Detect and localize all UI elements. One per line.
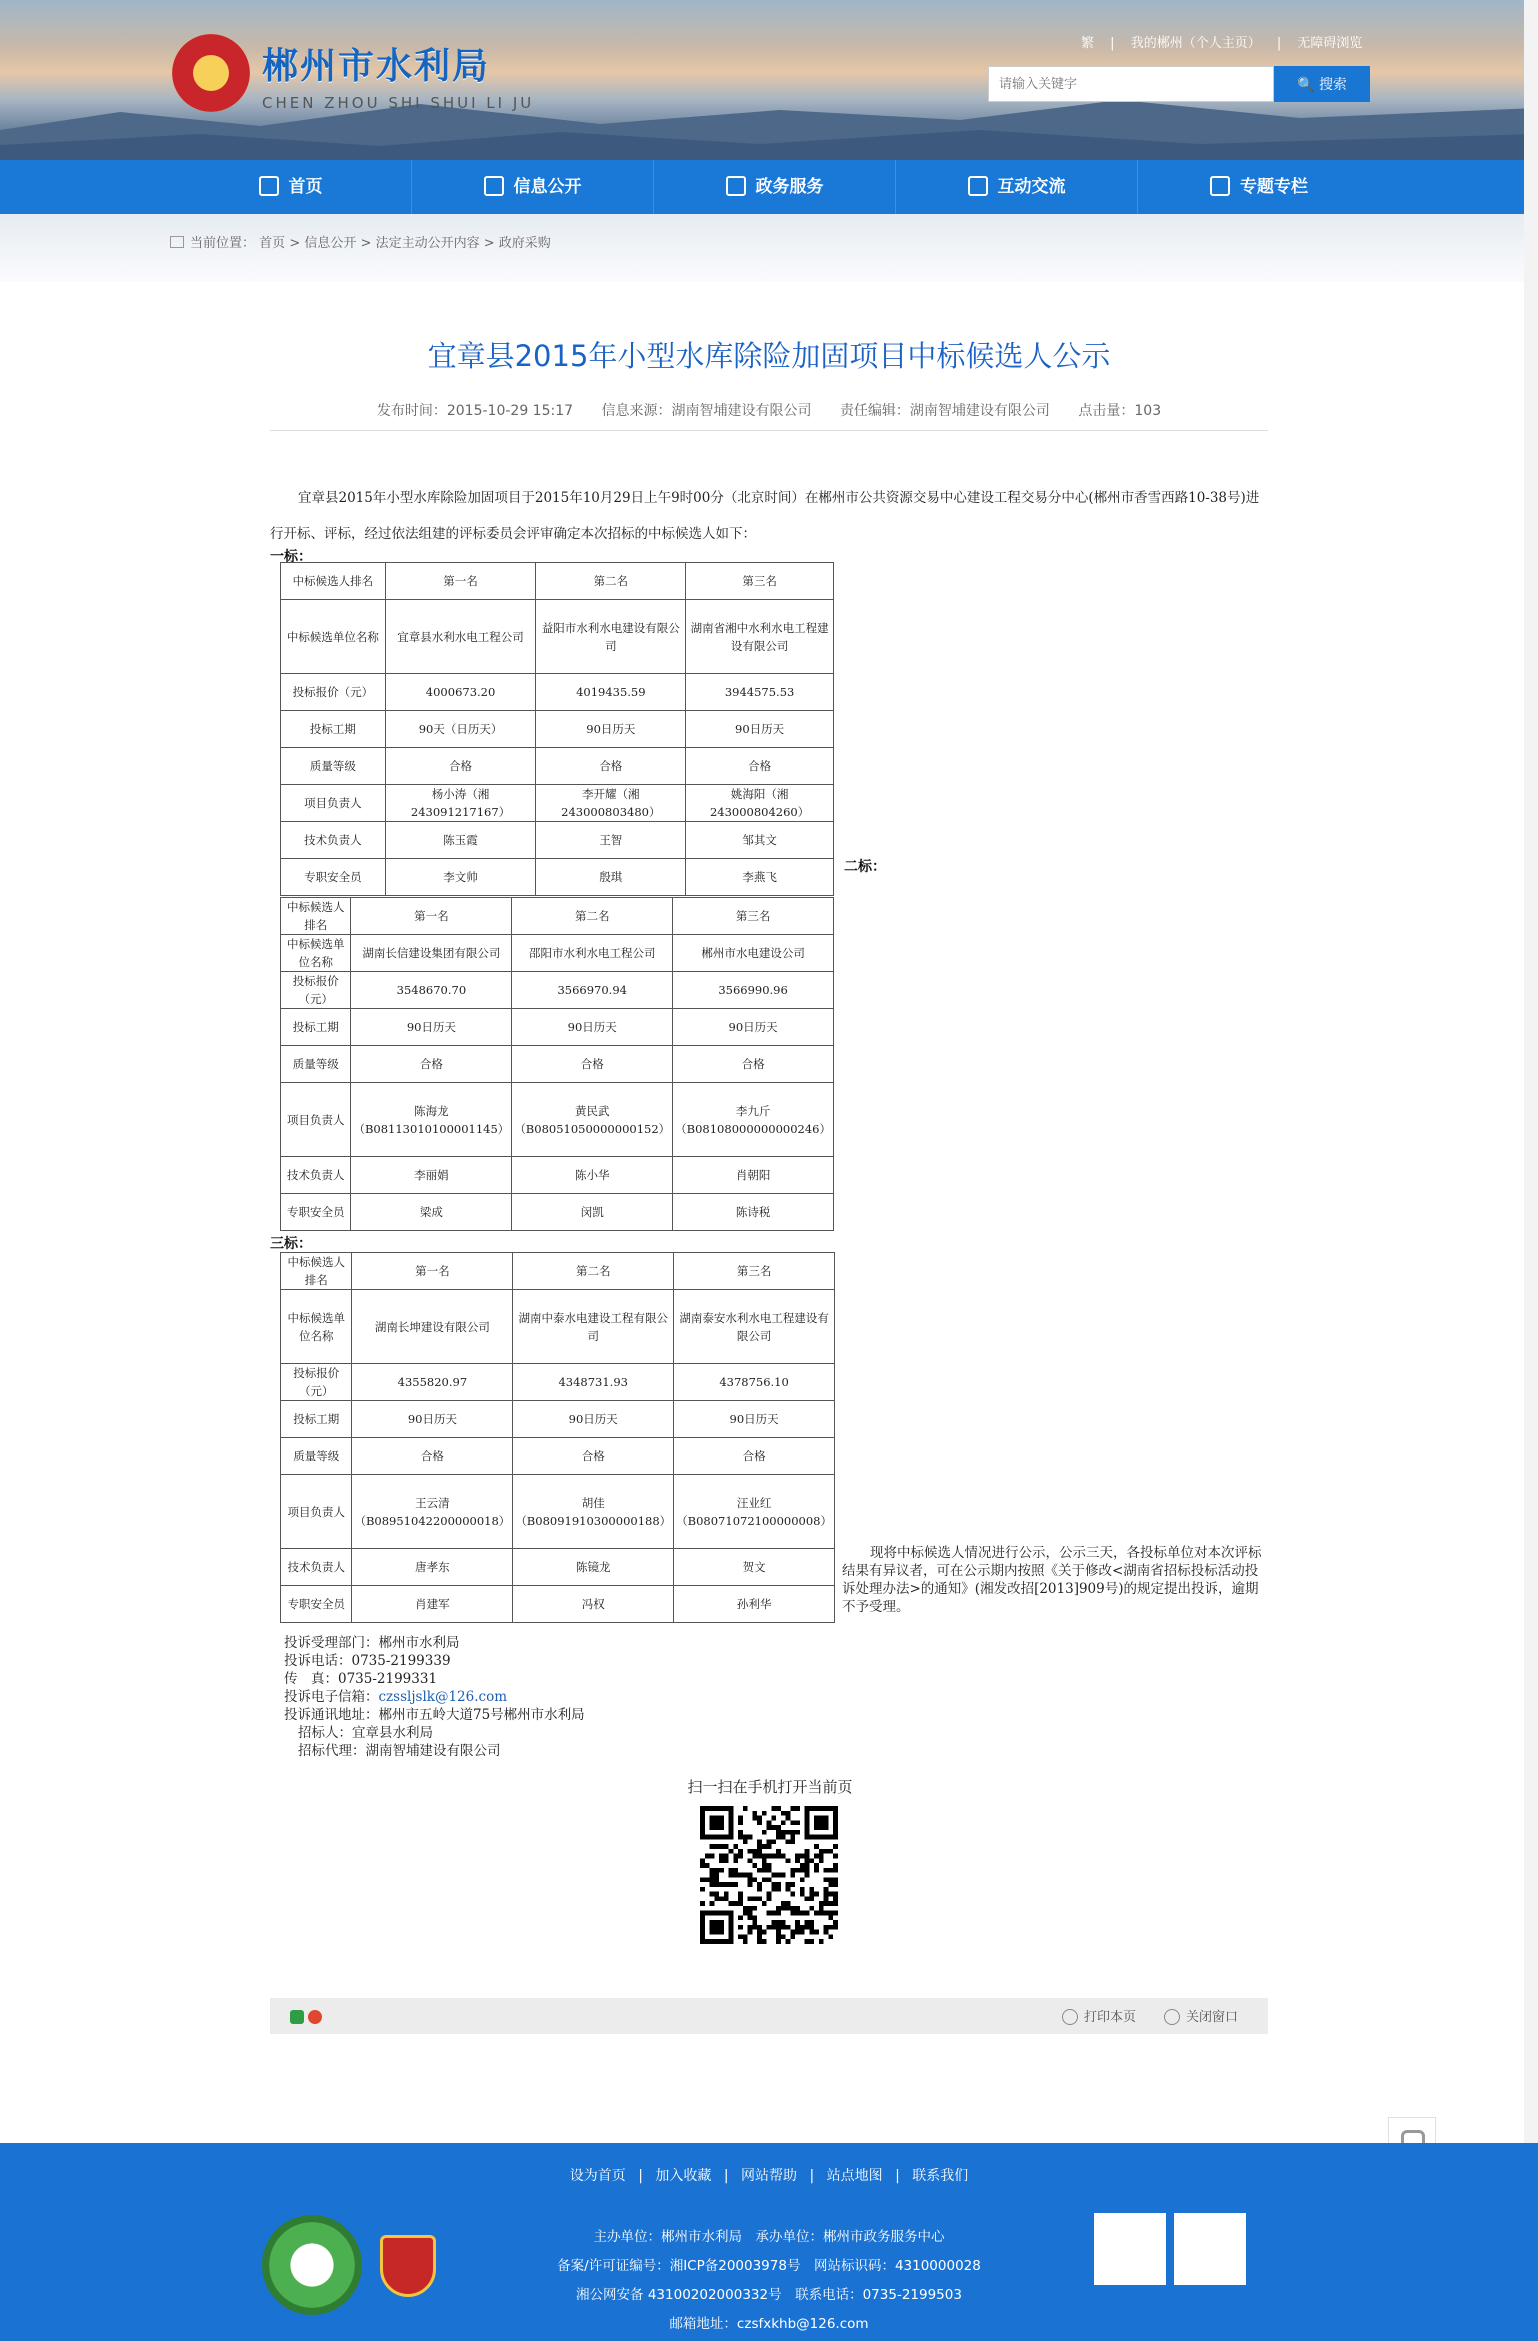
separator: | — [809, 2168, 815, 2184]
publish-time: 发布时间：2015-10-29 15:17 — [376, 403, 574, 419]
set-homepage-link[interactable]: 设为首页 — [569, 2168, 626, 2184]
table-cell: 投标报价（元） — [281, 972, 351, 1009]
nav-info-public[interactable] — [412, 160, 654, 214]
table-cell: 李丽娟 — [351, 1157, 512, 1194]
table-cell: 项目负责人 — [281, 1475, 352, 1549]
table-row — [281, 1438, 835, 1475]
table-cell: 合格 — [686, 748, 834, 785]
search-box — [988, 66, 1370, 102]
table-cell: 专职安全员 — [281, 859, 386, 896]
nav-gov-service[interactable] — [654, 160, 896, 214]
separator: | — [1110, 36, 1115, 51]
table-cell: 王智 — [536, 822, 686, 859]
article-meta — [270, 400, 1268, 420]
table-cell: 4348731.93 — [513, 1364, 674, 1401]
table-cell: 陈玉霞 — [385, 822, 536, 859]
table-cell: 合格 — [536, 748, 686, 785]
table-cell: 湖南长信建设集团有限公司 — [351, 935, 512, 972]
home-icon — [170, 236, 184, 248]
click-count: 点击量：103 — [1078, 403, 1162, 419]
table-cell: 第二名 — [513, 1253, 674, 1290]
table-cell: 邵阳市水利水电工程公司 — [512, 935, 673, 972]
info-source: 信息来源：湖南智埔建设有限公司 — [601, 403, 812, 419]
table-cell: 中标候选单位名称 — [281, 600, 386, 674]
table-cell: 3548670.70 — [351, 972, 512, 1009]
table-row — [281, 748, 834, 785]
main-nav — [0, 160, 1538, 214]
breadcrumb-procurement[interactable]: 政府采购 — [498, 236, 551, 251]
table-cell: 专职安全员 — [281, 1586, 352, 1623]
complaint-address: 投诉通讯地址：郴州市五岭大道75号郴州市水利局 — [284, 1707, 585, 1723]
qr-label: 扫一扫在手机打开当前页 — [687, 1778, 853, 1796]
table-cell: 90日历天 — [674, 1401, 835, 1438]
table-row — [281, 859, 834, 896]
table-cell: 李文帅 — [385, 859, 536, 896]
table-cell: 黄民武（B08051050000000152） — [512, 1083, 673, 1157]
separator: | — [638, 2168, 643, 2184]
table-row — [281, 563, 834, 600]
tenderer: 招标人：宜章县水利局 — [298, 1725, 433, 1741]
table-cell: 质量等级 — [281, 748, 386, 785]
article-intro: 宜章县2015年小型水库除险加固项目于2015年10月29日上午9时00分（北京时间）在郴州市公共资源交易中心建设工程交易分中心(郴州市香雪西路10-38号)进行开标、评标，经过依法组建的评标委员会评审确定本次招标的中标候选人如下： — [270, 490, 1260, 542]
table-cell: 技术负责人 — [281, 1157, 351, 1194]
table-cell: 闵凯 — [512, 1194, 673, 1231]
breadcrumb-sep: > — [360, 236, 372, 251]
table-cell: 郴州市水电建设公司 — [673, 935, 834, 972]
breadcrumb — [170, 232, 551, 251]
nav-interaction[interactable] — [896, 160, 1138, 214]
section-label-1: 一标： — [270, 549, 312, 565]
table-cell: 投标工期 — [281, 711, 386, 748]
table-cell: 第三名 — [673, 898, 834, 935]
close-icon — [1164, 2009, 1180, 2025]
nav-label: 专题专栏 — [1240, 177, 1308, 197]
edit-icon — [726, 176, 746, 196]
table-cell: 陈小华 — [512, 1157, 673, 1194]
table-cell: 第二名 — [512, 898, 673, 935]
table-cell: 湖南长坤建设有限公司 — [352, 1290, 513, 1364]
table-cell: 项目负责人 — [281, 1083, 351, 1157]
article-title: 宜章县2015年小型水库除险加固项目中标候选人公示 — [427, 339, 1111, 373]
table-cell: 90日历天 — [513, 1401, 674, 1438]
editor: 责任编辑：湖南智埔建设有限公司 — [839, 403, 1050, 419]
home-icon — [259, 176, 279, 196]
table-cell: 合格 — [385, 748, 536, 785]
table-row — [281, 1083, 834, 1157]
complaint-dept: 投诉受理部门：郴州市水利局 — [284, 1635, 460, 1651]
wechat-share-icon[interactable] — [290, 2010, 304, 2024]
section-label-2: 二标： — [844, 859, 886, 875]
footer-sponsor: 主办单位：郴州市水利局 承办单位：郴州市政务服务中心 — [593, 2229, 945, 2245]
table-cell: 冯权 — [513, 1586, 674, 1623]
table-cell: 贺文 — [674, 1549, 835, 1586]
notice-text: 现将中标候选人情况进行公示，公示三天，各投标单位对本次评标结果有异议者，可在公示期内按照《关于修改<湖南省招标投标活动投诉处理办法>的通知》(湘发改招[2013]909号)的规定提出投诉，逾期不予受理。 — [842, 1545, 1262, 1615]
nav-label: 政务服务 — [755, 177, 824, 197]
table-cell: 中标候选人排名 — [281, 1253, 352, 1290]
table-cell: 唐孝东 — [352, 1549, 513, 1586]
table-cell: 第三名 — [674, 1253, 835, 1290]
table-cell: 合格 — [351, 1046, 512, 1083]
table-cell: 技术负责人 — [281, 822, 386, 859]
footer-qr-code — [1174, 2213, 1246, 2285]
table-cell: 中标候选单位名称 — [281, 935, 351, 972]
footer-police[interactable]: 湘公网安备 43100202000332号 联系电话：0735-2199503 — [576, 2287, 962, 2303]
table-cell: 孙利华 — [674, 1586, 835, 1623]
table-row — [281, 1253, 835, 1290]
table-cell: 90日历天 — [352, 1401, 513, 1438]
traditional-chinese-link[interactable]: 繁 — [1081, 36, 1095, 51]
table-cell: 益阳市水利水电建设有限公司 — [536, 600, 686, 674]
breadcrumb-home[interactable]: 首页 — [259, 236, 286, 251]
my-page-link[interactable]: 我的郴州（个人主页） — [1130, 36, 1261, 51]
table-row — [281, 600, 834, 674]
table-cell: 邹其文 — [686, 822, 834, 859]
complaint-email-row — [284, 1688, 585, 1706]
table-cell: 第三名 — [686, 563, 834, 600]
table-cell: 李九斤（B08108000000000246） — [673, 1083, 834, 1157]
layers-icon — [1210, 176, 1230, 196]
site-header — [0, 0, 1538, 160]
table-row — [281, 1586, 835, 1623]
table-row — [281, 822, 834, 859]
separator: | — [723, 2168, 729, 2184]
complaint-phone: 投诉电话：0735-2199339 — [284, 1653, 451, 1669]
complaint-fax: 传 真：0735-2199331 — [284, 1671, 438, 1687]
search-icon: 🔍 — [1297, 77, 1315, 93]
search-button-label: 搜索 — [1318, 77, 1347, 93]
table-cell: 陈海龙（B08113010100001145） — [351, 1083, 512, 1157]
table-cell: 合格 — [674, 1438, 835, 1475]
table-cell: 90日历天 — [673, 1009, 834, 1046]
table-cell: 李燕飞 — [686, 859, 834, 896]
scrollbar[interactable] — [1524, 0, 1538, 2143]
table-cell: 第一名 — [352, 1253, 513, 1290]
table-cell: 宜章县水利水电工程公司 — [385, 600, 536, 674]
footer-links — [0, 2165, 1538, 2185]
table-cell: 湖南泰安水利水电工程建设有限公司 — [674, 1290, 835, 1364]
table-row — [281, 972, 834, 1009]
table-cell: 王云清（B08951042200000018） — [352, 1475, 513, 1549]
breadcrumb-statutory[interactable]: 法定主动公开内容 — [375, 236, 480, 251]
weibo-share-icon[interactable] — [308, 2010, 322, 2024]
sitemap-link[interactable]: 站点地图 — [826, 2168, 883, 2184]
site-title[interactable]: 郴州市水利局 — [262, 46, 491, 87]
table-cell: 中标候选人排名 — [281, 898, 351, 935]
table-cell: 合格 — [513, 1438, 674, 1475]
table-cell: 胡佳（B08091910300000188） — [513, 1475, 674, 1549]
table-row — [281, 935, 834, 972]
print-label: 打印本页 — [1084, 2010, 1137, 2025]
table-cell: 90天（日历天） — [385, 711, 536, 748]
search-input[interactable] — [988, 66, 1274, 102]
table-cell: 中标候选人排名 — [281, 563, 386, 600]
tender-agent: 招标代理：湖南智埔建设有限公司 — [298, 1743, 501, 1759]
section-label-3: 三标： — [270, 1236, 312, 1252]
table-cell: 4019435.59 — [536, 674, 686, 711]
table-row — [281, 1009, 834, 1046]
table-cell: 4355820.97 — [352, 1364, 513, 1401]
nav-home[interactable] — [170, 160, 412, 214]
footer-email: 邮箱地址：czsfxkhb@126.com — [669, 2316, 869, 2332]
search-button[interactable] — [1274, 66, 1370, 102]
table-cell: 中标候选单位名称 — [281, 1290, 352, 1364]
table-cell: 质量等级 — [281, 1046, 351, 1083]
table-row — [281, 1194, 834, 1231]
table-cell: 殷琪 — [536, 859, 686, 896]
print-button[interactable] — [1062, 2006, 1136, 2025]
site-subtitle: CHEN ZHOU SHI SHUI LI JU — [262, 94, 535, 112]
separator: | — [895, 2168, 900, 2184]
site-footer — [0, 2143, 1538, 2341]
document-icon — [484, 176, 504, 196]
table-row — [281, 1475, 835, 1549]
table-cell: 湖南中泰水电建设工程有限公司 — [513, 1290, 674, 1364]
table-row — [281, 1157, 834, 1194]
table-cell: 第一名 — [351, 898, 512, 935]
chat-icon — [968, 176, 988, 196]
add-favorite-link[interactable]: 加入收藏 — [655, 2168, 712, 2184]
table-cell: 第二名 — [536, 563, 686, 600]
table-row — [281, 1046, 834, 1083]
table-cell: 4378756.10 — [674, 1364, 835, 1401]
breadcrumb-label: 当前位置： — [190, 236, 256, 251]
table-cell: 技术负责人 — [281, 1549, 352, 1586]
table-row — [281, 1290, 835, 1364]
share-bar — [270, 1998, 1268, 2034]
table-cell: 质量等级 — [281, 1438, 352, 1475]
table-cell: 梁成 — [351, 1194, 512, 1231]
bid-table-2 — [280, 897, 834, 1231]
table-cell: 陈诗税 — [673, 1194, 834, 1231]
table-row — [281, 785, 834, 822]
table-row — [281, 711, 834, 748]
divider — [270, 430, 1268, 431]
table-cell: 投标工期 — [281, 1401, 352, 1438]
table-cell: 湖南省湘中水利水电工程建设有限公司 — [686, 600, 834, 674]
footer-qr-code — [1094, 2213, 1166, 2285]
table-cell: 3566990.96 — [673, 972, 834, 1009]
complaint-info — [284, 1634, 585, 1760]
table-cell: 投标报价（元） — [281, 674, 386, 711]
table-cell: 陈镜龙 — [513, 1549, 674, 1586]
bid-table-3 — [280, 1252, 835, 1623]
table-cell: 合格 — [512, 1046, 673, 1083]
table-row — [281, 1364, 835, 1401]
table-cell: 90日历天 — [686, 711, 834, 748]
table-cell: 汪业红（B08071072100000008） — [674, 1475, 835, 1549]
table-cell: 3944575.53 — [686, 674, 834, 711]
separator: | — [1276, 36, 1282, 51]
printer-icon — [1062, 2009, 1078, 2025]
nav-label: 互动交流 — [997, 177, 1066, 197]
table-cell: 合格 — [352, 1438, 513, 1475]
table-cell: 第一名 — [385, 563, 536, 600]
breadcrumb-info-public[interactable]: 信息公开 — [304, 236, 357, 251]
breadcrumb-sep: > — [289, 236, 301, 251]
breadcrumb-sep: > — [483, 236, 495, 251]
table-cell: 专职安全员 — [281, 1194, 351, 1231]
table-cell: 90日历天 — [351, 1009, 512, 1046]
table-cell: 姚海阳（湘243000804260） — [686, 785, 834, 822]
table-cell: 肖建军 — [352, 1586, 513, 1623]
table-cell: 投标报价（元） — [281, 1364, 352, 1401]
top-links — [1075, 32, 1368, 51]
table-row — [281, 1401, 835, 1438]
table-cell: 合格 — [673, 1046, 834, 1083]
table-cell: 肖朝阳 — [673, 1157, 834, 1194]
table-cell: 杨小涛（湘243091217167） — [385, 785, 536, 822]
table-cell: 4000673.20 — [385, 674, 536, 711]
complaint-email-label: 投诉电子信箱： — [284, 1689, 379, 1705]
bid-table-1 — [280, 562, 834, 896]
accessibility-link[interactable]: 无障碍浏览 — [1297, 36, 1363, 51]
table-row — [281, 1549, 835, 1586]
site-help-link[interactable]: 网站帮助 — [741, 2168, 797, 2184]
complaint-email-link[interactable]: czssljslk@126.com — [378, 1689, 508, 1705]
qr-code — [700, 1806, 838, 1944]
close-window-button[interactable] — [1164, 2006, 1238, 2025]
national-emblem-logo[interactable] — [172, 34, 250, 112]
contact-link[interactable]: 联系我们 — [912, 2168, 969, 2184]
footer-icp[interactable]: 备案/许可证编号：湘ICP备20003978号 网站标识码：4310000028 — [557, 2258, 981, 2274]
nav-label: 信息公开 — [513, 177, 582, 197]
table-cell: 李开耀（湘243000803480） — [536, 785, 686, 822]
nav-label: 首页 — [288, 177, 323, 197]
table-row — [281, 674, 834, 711]
table-cell: 3566970.94 — [512, 972, 673, 1009]
table-cell: 90日历天 — [536, 711, 686, 748]
table-cell: 90日历天 — [512, 1009, 673, 1046]
table-cell: 投标工期 — [281, 1009, 351, 1046]
close-label: 关闭窗口 — [1186, 2010, 1239, 2025]
nav-special-topics[interactable] — [1138, 160, 1380, 214]
table-row — [281, 898, 834, 935]
table-cell: 项目负责人 — [281, 785, 386, 822]
